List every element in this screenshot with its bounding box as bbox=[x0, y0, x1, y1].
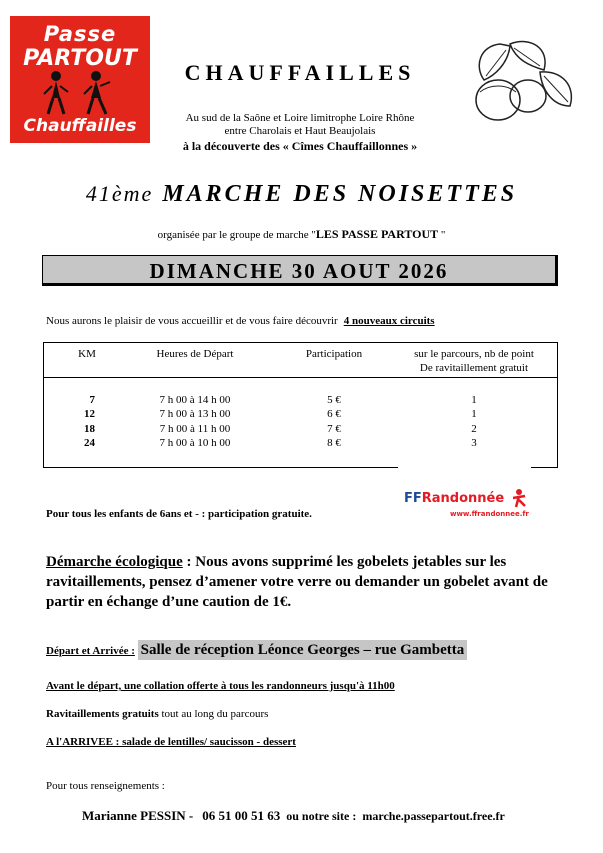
row-km: 7 bbox=[89, 394, 95, 406]
table-header bbox=[44, 343, 557, 378]
organizer-name: LES PASSE PARTOUT bbox=[315, 227, 439, 241]
table-row bbox=[44, 423, 557, 437]
contact-line bbox=[82, 808, 505, 824]
row-price: 8 € bbox=[327, 437, 341, 449]
site-label: ou notre site : bbox=[286, 809, 357, 823]
row-hours: 7 h 00 à 14 h 00 bbox=[159, 394, 231, 406]
row-price: 6 € bbox=[327, 408, 341, 420]
row-hours: 7 h 00 à 11 h 00 bbox=[159, 423, 231, 435]
invite-line bbox=[46, 315, 435, 327]
table-row bbox=[44, 394, 557, 408]
refreshment-rest: tout au long du parcours bbox=[158, 708, 269, 720]
organizer-line bbox=[0, 227, 603, 242]
header-hours: Heures de Départ bbox=[156, 348, 234, 360]
contact-phone: 06 51 00 51 63 bbox=[202, 808, 281, 823]
info-label: Pour tous renseignements : bbox=[46, 780, 165, 792]
event-title bbox=[0, 181, 603, 208]
departure-label: Départ et Arrivée : bbox=[46, 645, 135, 657]
row-hours: 7 h 00 à 13 h 00 bbox=[159, 408, 231, 420]
contact-name: Marianne PESSIN - bbox=[82, 808, 194, 823]
header-points-2: De ravitaillement gratuit bbox=[419, 362, 529, 374]
snack-note: Avant le départ, une collation offerte à tous les randonneurs jusqu'à 11h00 bbox=[46, 680, 395, 692]
area-line: entre Charolais et Haut Beaujolais bbox=[224, 125, 376, 137]
event-date: DIMANCHE 30 AOUT 2026 bbox=[42, 255, 558, 286]
arrival-note: A l'ARRIVEE : salade de lentilles/ saucisson - dessert bbox=[46, 736, 296, 748]
circuits-count: 4 nouveaux circuits bbox=[343, 315, 435, 327]
invite-text: Nous aurons le plaisir de vous accueillir et de vous faire découvrir bbox=[46, 315, 338, 327]
row-price: 5 € bbox=[327, 394, 341, 406]
row-km: 18 bbox=[84, 423, 95, 435]
town-heading: CHAUFFAILLES bbox=[184, 60, 416, 85]
row-points: 1 bbox=[471, 394, 477, 406]
organizer-prefix: organisée par le groupe de marche " bbox=[157, 229, 316, 241]
header-points: sur le parcours, nb de point bbox=[414, 348, 534, 360]
departure-line bbox=[46, 642, 467, 659]
hazelnut-illustration bbox=[470, 36, 580, 126]
logo-line3: Chauffailles bbox=[23, 116, 137, 136]
logo-line2: PARTOUT bbox=[23, 46, 137, 71]
hikers-icon bbox=[40, 70, 120, 116]
walker-icon bbox=[510, 488, 528, 508]
ffr-name bbox=[404, 491, 504, 506]
table-row bbox=[44, 437, 557, 451]
row-points: 3 bbox=[471, 437, 477, 449]
circuits-table bbox=[43, 342, 558, 468]
discovery-line: à la découverte des « Cîmes Chauffaillonnes » bbox=[182, 139, 418, 153]
kids-note: Pour tous les enfants de 6ans et - : participation gratuite. bbox=[46, 508, 312, 520]
club-logo bbox=[10, 16, 150, 143]
ffr-ff: FF bbox=[404, 491, 422, 506]
row-km: 12 bbox=[84, 408, 95, 420]
row-km: 24 bbox=[84, 437, 95, 449]
eco-text: : Nous avons supprimé les gobelets jetables sur les ravitaillements, pensez d’amener votre verre ou demander un gobelet avant de partir en échange d’une caution de 1€. bbox=[46, 554, 548, 610]
departure-place: Salle de réception Léonce Georges – rue Gambetta bbox=[138, 640, 468, 660]
header-participation: Participation bbox=[305, 348, 363, 360]
refreshment-bold: Ravitaillements gratuits bbox=[46, 708, 159, 720]
edition-number: 41ème bbox=[85, 181, 154, 206]
ffrandonnee-logo bbox=[398, 460, 531, 528]
row-points: 2 bbox=[471, 423, 477, 435]
ffr-rando: Randonnée bbox=[421, 491, 505, 506]
logo-line1: Passe bbox=[43, 22, 117, 46]
organizer-suffix: " bbox=[440, 229, 446, 241]
eco-paragraph bbox=[46, 552, 558, 612]
row-points: 1 bbox=[471, 408, 477, 420]
ffr-url: www.ffrandonnee.fr bbox=[450, 510, 529, 518]
refreshment-note bbox=[46, 708, 268, 720]
row-hours: 7 h 00 à 10 h 00 bbox=[159, 437, 231, 449]
event-name: MARCHE DES NOISETTES bbox=[162, 181, 518, 207]
eco-label: Démarche écologique bbox=[46, 554, 183, 570]
row-price: 7 € bbox=[327, 423, 341, 435]
header-km: KM bbox=[78, 348, 96, 360]
site-url[interactable]: marche.passepartout.free.fr bbox=[362, 809, 505, 823]
region-line: Au sud de la Saône et Loire limitrophe Loire Rhône bbox=[185, 112, 415, 124]
table-row bbox=[44, 408, 557, 422]
